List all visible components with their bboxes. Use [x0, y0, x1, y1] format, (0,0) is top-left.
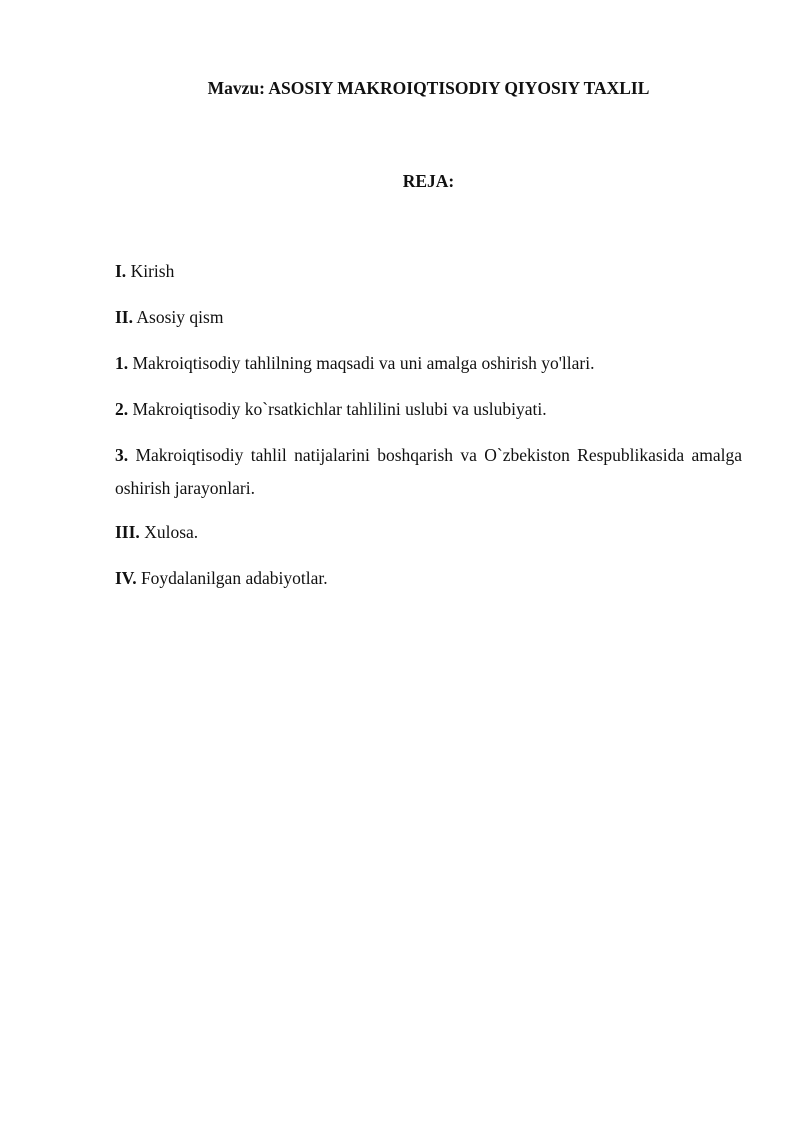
- plan-item-text: Foydalanilgan adabiyotlar.: [140, 568, 328, 588]
- plan-item-text: Makroiqtisodiy tahlilning maqsadi va uni amalga oshirish yo'llari.: [132, 353, 595, 373]
- plan-subitem-1: [115, 347, 742, 380]
- plan-item-text: Makroiqtisodiy ko`rsatkichlar tahlilini uslubi va uslubiyati.: [132, 399, 547, 419]
- plan-heading: REJA:: [402, 171, 455, 191]
- plan-item-text: Asosiy qism: [136, 307, 224, 327]
- plan-item-text: Makroiqtisodiy tahlil natijalarini boshqarish va O`zbekiston Respublikasida amalga oshirish jarayonlari.: [115, 445, 742, 498]
- plan-item-number: I.: [115, 261, 127, 281]
- plan-item-conclusion: [115, 516, 742, 549]
- plan-subitem-3: [115, 439, 742, 505]
- plan-item-number: 1.: [115, 353, 129, 373]
- plan-item-text: Kirish: [130, 261, 175, 281]
- plan-item-number: III.: [115, 522, 140, 542]
- plan-item-introduction: [115, 255, 742, 288]
- plan-item-number: 3.: [115, 445, 129, 465]
- plan-item-main-part: [115, 301, 742, 334]
- plan-item-number: 2.: [115, 399, 129, 419]
- plan-item-number: IV.: [115, 568, 137, 588]
- document-title: Mavzu: ASOSIY MAKROIQTISODIY QIYOSIY TAXLIL: [207, 78, 650, 98]
- plan-subitem-2: [115, 393, 742, 426]
- plan-item-text: Xulosa.: [144, 522, 199, 542]
- plan-item-number: II.: [115, 307, 133, 327]
- plan-item-references: [115, 562, 742, 595]
